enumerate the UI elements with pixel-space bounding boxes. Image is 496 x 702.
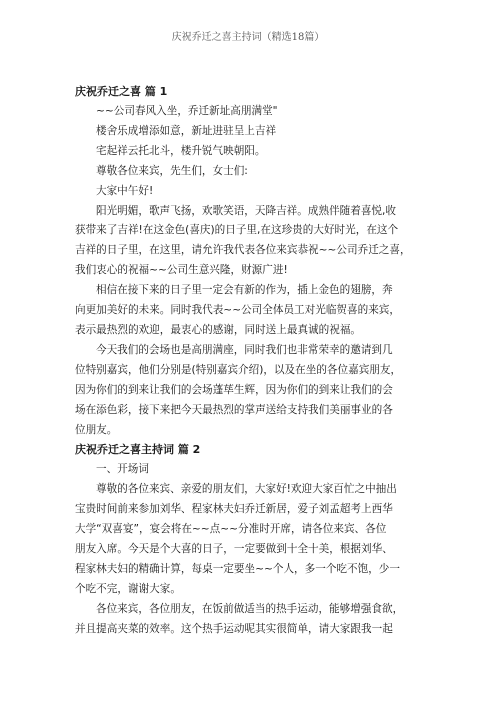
text-line: 程家林夫妇的精确计算，每桌一定要坐~~个人，多一个吃不饱，少一 bbox=[75, 562, 400, 575]
text-line: 阳光明媚，歌声飞扬，欢歌笑语，天降吉祥。成熟伴随着喜悦,收 bbox=[96, 204, 396, 217]
text-line: 宝贵时间前来参加刘华、程家林夫妇乔迁新居，爱子刘孟超考上西华 bbox=[75, 503, 393, 516]
text-line: 并且提高夹菜的效率。这个热手运动呢其实很简单，请大家跟我一起 bbox=[75, 622, 393, 635]
text-line: 朋友入席。今天是个大喜的日子，一定要做到十全十美，根据刘华、 bbox=[75, 543, 393, 556]
document-body bbox=[75, 82, 425, 640]
text-line: 相信在接下来的日子里一定会有新的作为，插上金色的翅膀，奔 bbox=[96, 284, 393, 297]
text-line: 宅起祥云托北斗，楼升锐气映朝阳。 bbox=[96, 144, 266, 157]
text-line: 我们衷心的祝福~~公司生意兴隆，财源广进! bbox=[75, 264, 288, 277]
text-line: 今天我们的会场也是高朋满座，同时我们也非常荣幸的邀请到几 bbox=[96, 343, 393, 356]
text-line: 一、开场词 bbox=[96, 463, 149, 476]
document-header-title: 庆祝乔迁之喜主持词（精选18篇） bbox=[171, 32, 325, 43]
text-line: 吉祥的日子里，在这里，请允许我代表各位来宾恭祝~~公司乔迁之喜， bbox=[75, 244, 411, 257]
text-line: 各位来宾，各位朋友，在饭前做适当的热手运动，能够增强食欲， bbox=[96, 602, 404, 615]
text-line: 获带来了吉祥!在这金色(喜庆)的日子里,在这珍贵的大好时光，在这个 bbox=[75, 224, 399, 237]
text-line: 大家中午好! bbox=[96, 184, 154, 197]
text-line: 楼舍乐成增添如意，新址进驻呈上吉祥 bbox=[96, 124, 277, 137]
text-line: 位朋友。 bbox=[75, 423, 118, 436]
section-2-body bbox=[75, 460, 425, 639]
text-line: 尊敬的各位来宾、亲爱的朋友们，大家好!欢迎大家百忙之中抽出 bbox=[96, 483, 397, 496]
text-line: 位特别嘉宾，他们分别是(特别嘉宾介绍)，以及在坐的各位嘉宾朋友， bbox=[75, 363, 402, 376]
text-line: 个吃不完，谢谢大家。 bbox=[75, 582, 181, 595]
text-line: 场在添色彩，接下来把今天最热烈的掌声送给支持我们美丽事业的各 bbox=[75, 403, 393, 416]
text-line: 大学“双喜宴”，宴会将在~~点~~分准时开席，请各位来宾、各位 bbox=[75, 523, 387, 536]
text-line: 表示最热烈的欢迎，最衷心的感谢，同时送上最真诚的祝福。 bbox=[75, 323, 362, 336]
text-line: 因为你们的到来让我们的会场蓬荜生辉，因为你们的到来让我们的会 bbox=[75, 383, 393, 396]
text-line: 向更加美好的未来。同时我代表~~公司全体员工对光临贺喜的来宾， bbox=[75, 304, 400, 317]
text-line: 尊敬各位来宾，先生们，女士们: bbox=[96, 164, 248, 177]
section-heading-2: 庆祝乔迁之喜主持词 篇 2 bbox=[75, 443, 201, 457]
section-heading-1: 庆祝乔迁之喜 篇 1 bbox=[75, 85, 168, 98]
section-1-body bbox=[75, 102, 425, 440]
text-line: ~~公司春风入坐，乔迁新址高朋满堂" bbox=[96, 105, 278, 117]
